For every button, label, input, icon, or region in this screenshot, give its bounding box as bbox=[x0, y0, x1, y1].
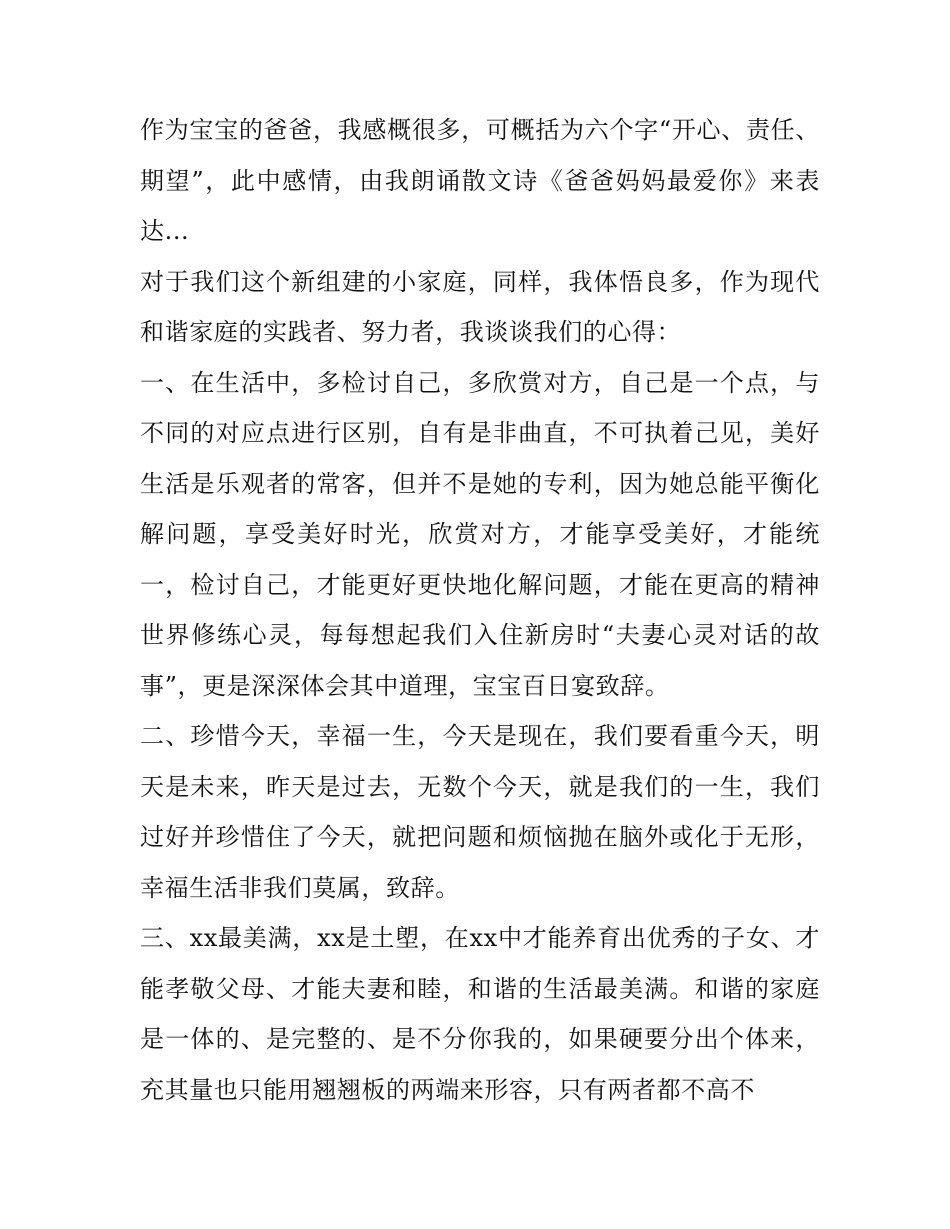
paragraph-family: 对于我们这个新组建的小家庭，同样，我体悟良多，作为现代和谐家庭的实践者、努力者，我谈谈我们的心得： bbox=[140, 267, 820, 346]
paragraph-point-two: 二、珍惜今天，幸福一生，今天是现在，我们要看重今天，明天是未来，昨天是过去，无数个今天，就是我们的一生，我们过好并珍惜住了今天，就把问题和烦恼抛在脑外或化于无形，幸福生活非我们莫属，致辞。 bbox=[140, 722, 820, 902]
paragraph-point-three: 三、xx最美满，xx是土塱，在xx中才能养育出优秀的子女、才能孝敬父母、才能夫妻和睦，和谐的生活最美满。和谐的家庭是一体的、是完整的、是不分你我的，如果硬要分出个体来，充其量也只能用翘翘板的两端来形容，只有两者都不高不 bbox=[140, 924, 820, 1104]
document-body bbox=[140, 105, 820, 1115]
paragraph-intro: 作为宝宝的爸爸，我感概很多，可概括为六个字“开心、责任、期望”，此中感情，由我朗诵散文诗《爸爸妈妈最爱你》来表达... bbox=[140, 116, 820, 245]
paragraph-point-one: 一、在生活中，多检讨自己，多欣赏对方，自己是一个点，与不同的对应点进行区别，自有是非曲直，不可执着己见，美好生活是乐观者的常客，但并不是她的专利，因为她总能平衡化解问题，享受美好时光，欣赏对方，才能享受美好，才能统一，检讨自己，才能更好更快地化解问题，才能在更高的精神世界修练心灵，每每想起我们入住新房时“夫妻心灵对话的故事”，更是深深体会其中道理，宝宝百日宴致辞。 bbox=[140, 368, 820, 700]
